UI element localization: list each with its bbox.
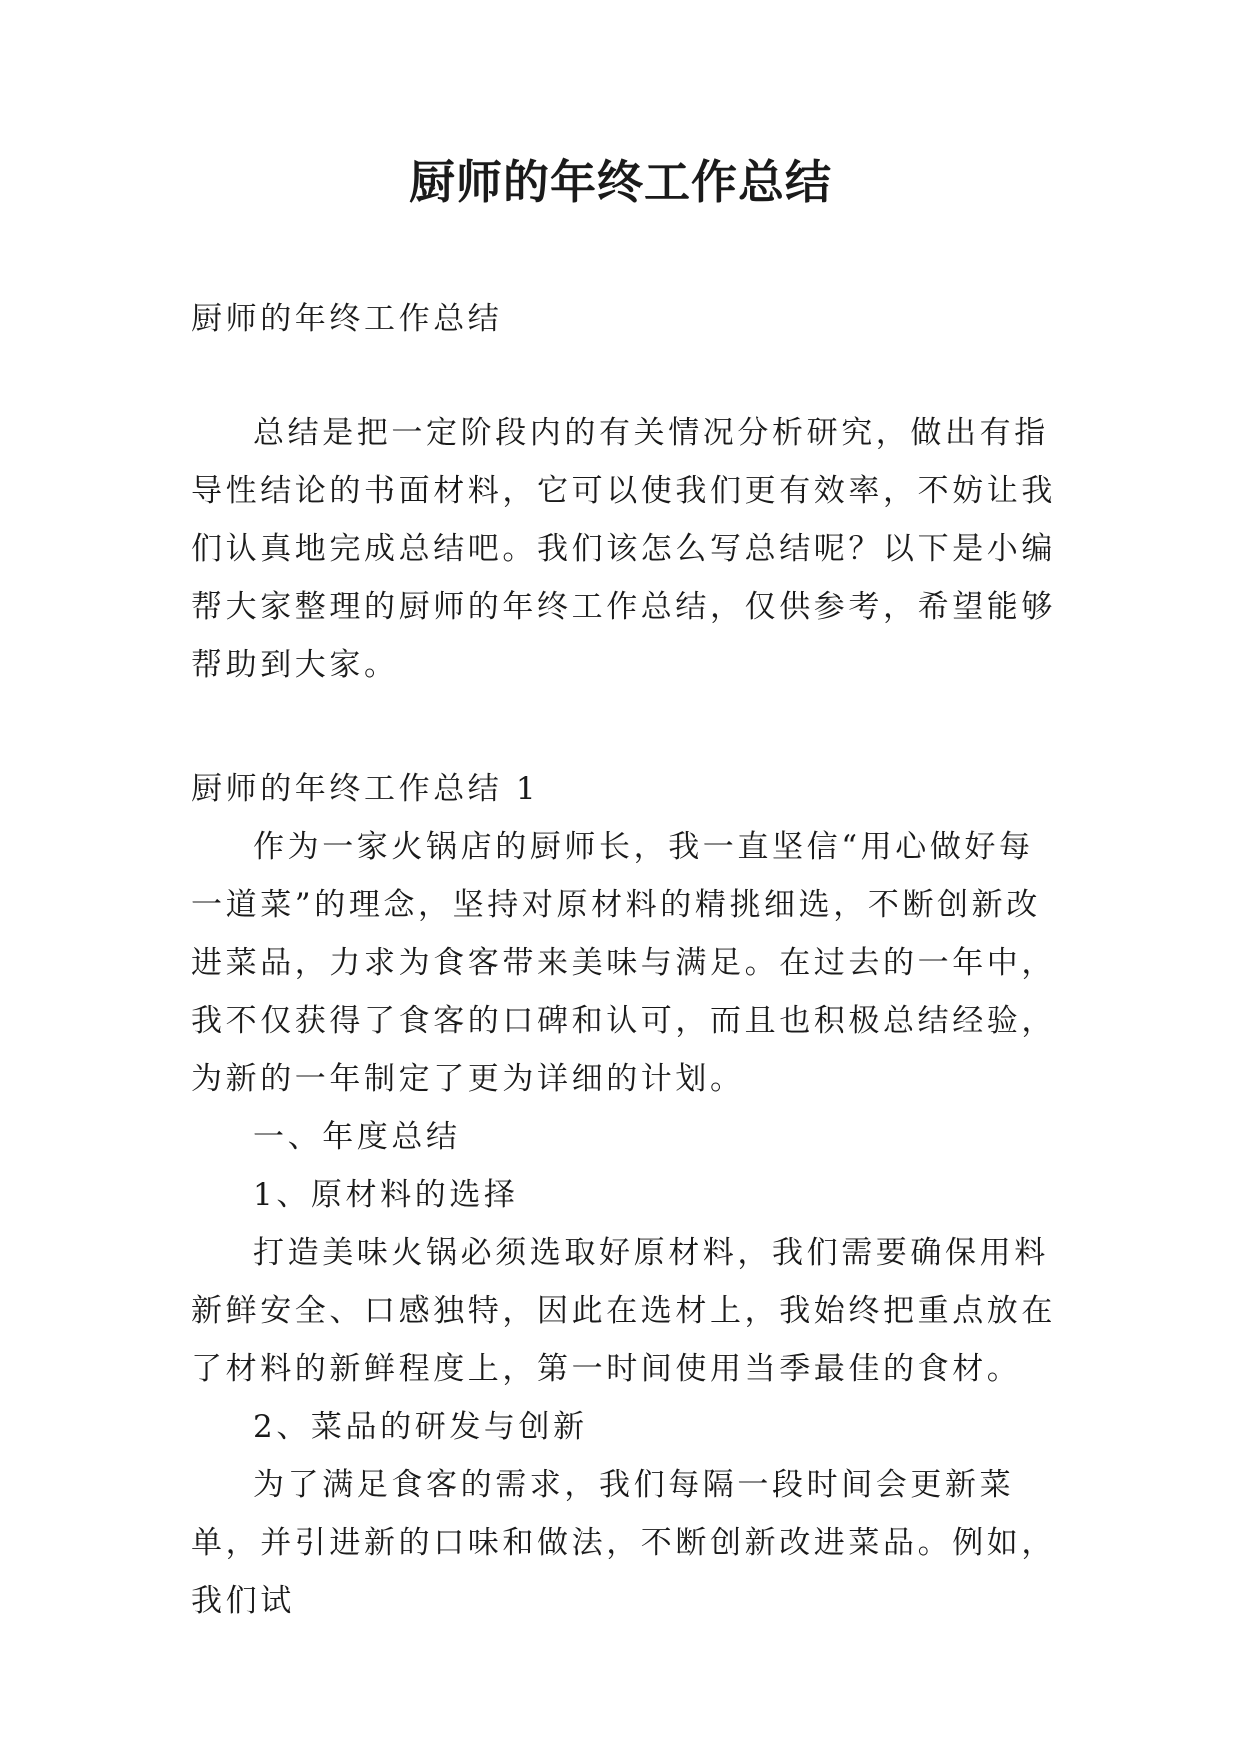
subtitle-text: 厨师的年终工作总结 bbox=[191, 301, 503, 337]
heading-dish-innovation: 2、菜品的研发与创新 bbox=[253, 1409, 588, 1445]
section-heading: 厨师的年终工作总结 1 bbox=[191, 771, 540, 807]
body-paragraph: 作为一家火锅店的厨师长，我一直坚信“用心做好每一道菜”的理念，坚持对原材料的精挑细选，不断创新改进菜品，力求为食客带来美味与满足。在过去的一年中，我不仅获得了食客的口碑和认可，而且也积极总结经验，为新的一年制定了更为详细的计划。 bbox=[191, 829, 1056, 1097]
intro-section bbox=[191, 404, 1057, 694]
heading-annual-summary: 一、年度总结 bbox=[253, 1119, 461, 1155]
document-title: 厨师的年终工作总结 bbox=[409, 155, 832, 209]
heading-material-selection: 1、原材料的选择 bbox=[253, 1177, 519, 1213]
intro-paragraph: 总结是把一定阶段内的有关情况分析研究，做出有指导性结论的书面材料，它可以使我们更有效率，不妨让我们认真地完成总结吧。我们该怎么写总结呢？以下是小编帮大家整理的厨师的年终工作总结，仅供参考，希望能够帮助到大家。 bbox=[191, 415, 1056, 683]
body-paragraph: 为了满足食客的需求，我们每隔一段时间会更新菜单，并引进新的口味和做法，不断创新改进菜品。例如，我们试 bbox=[191, 1467, 1056, 1619]
main-section bbox=[191, 760, 1057, 1630]
body-paragraph: 打造美味火锅必须选取好原材料，我们需要确保用料新鲜安全、口感独特，因此在选材上，我始终把重点放在了材料的新鲜程度上，第一时间使用当季最佳的食材。 bbox=[191, 1235, 1056, 1387]
document-subtitle bbox=[191, 290, 1057, 348]
